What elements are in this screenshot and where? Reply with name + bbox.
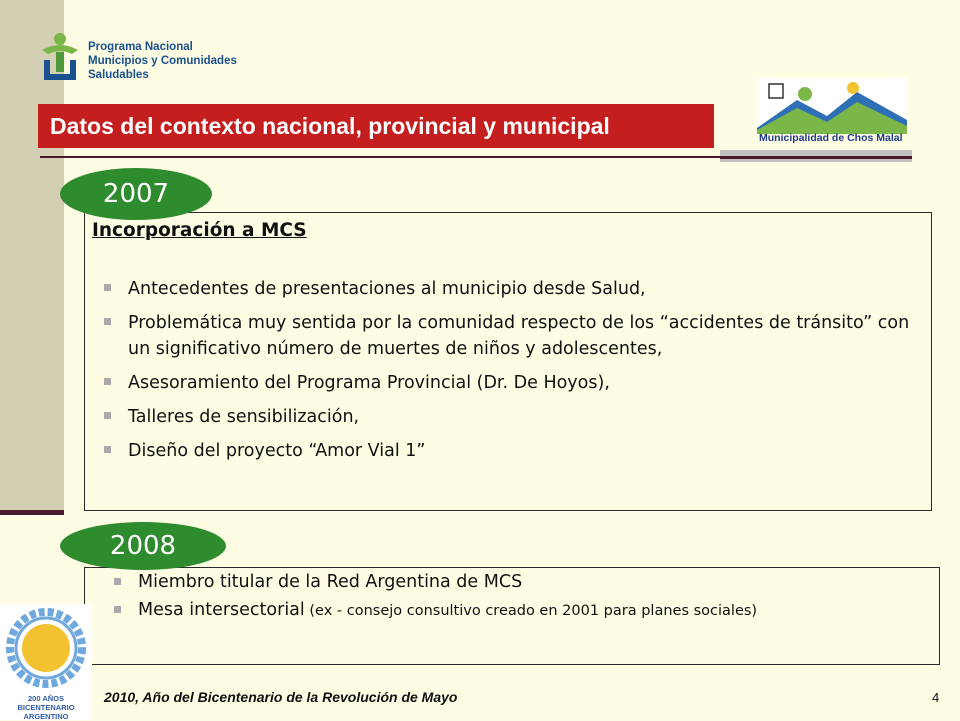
bullet-list-2007 (92, 276, 922, 472)
bicentenario-line2: BICENTENARIO (17, 703, 75, 712)
bicentenario-seal (0, 604, 92, 720)
bullet-square-icon (104, 284, 111, 291)
municipalidad-logo-text: Municipalidad de Chos Malal (759, 132, 903, 144)
bullet-square-icon (114, 606, 121, 613)
programa-logo-icon (36, 30, 84, 84)
bicentenario-line3: ARGENTINO (23, 712, 69, 721)
section-title: Datos del contexto nacional, provincial y municipal (38, 104, 714, 148)
programa-logo-text (88, 40, 298, 82)
programa-logo-line1: Programa Nacional (88, 41, 193, 53)
list-item (92, 276, 922, 302)
year-badge-2008: 2008 (60, 522, 226, 570)
bullet-square-icon (114, 578, 121, 585)
bicentenario-line1: 200 AÑOS (28, 694, 64, 703)
mesa-intersectorial-note: (ex - consejo consultivo creado en 2001 para planes sociales) (304, 603, 758, 619)
mesa-intersectorial-text: Mesa intersectorial (138, 600, 305, 620)
municipalidad-logo-icon (757, 78, 907, 134)
bicentenario-sun-icon (0, 604, 92, 694)
year-badge-2007: 2007 (60, 168, 212, 220)
list-item (92, 310, 922, 362)
left-bar-divider (0, 510, 64, 515)
bullet-square-icon (104, 318, 111, 325)
bullet-list-2008 (102, 570, 932, 627)
list-item (92, 370, 922, 396)
bullet-square-icon (104, 446, 111, 453)
heading-incorporacion: Incorporación a MCS (92, 220, 307, 241)
programa-logo-line2: Municipios y Comunidades Saludables (88, 55, 237, 81)
bullet-square-icon (104, 412, 111, 419)
list-item-text: Miembro titular de la Red Argentina de MCS (138, 572, 523, 592)
list-item-text: Diseño del proyecto “Amor Vial 1” (128, 441, 426, 461)
list-item-text: Talleres de sensibilización, (128, 407, 360, 427)
list-item (92, 404, 922, 430)
bicentenario-text (0, 694, 92, 721)
list-item-text: Antecedentes de presentaciones al municipio desde Salud, (128, 279, 646, 299)
list-item (92, 438, 922, 464)
title-underline-right (720, 157, 912, 159)
bullet-square-icon (104, 378, 111, 385)
list-item (102, 570, 932, 594)
footer-text: 2010, Año del Bicentenario de la Revolución de Mayo (104, 689, 458, 705)
list-item (102, 598, 932, 623)
page-number: 4 (932, 690, 940, 705)
municipalidad-logo (757, 78, 907, 148)
list-item-text: Asesoramiento del Programa Provincial (Dr. De Hoyos), (128, 373, 610, 393)
programa-nacional-logo (36, 30, 298, 84)
list-item-text: Problemática muy sentida por la comunidad respecto de los “accidentes de tránsito” con un significativo número de muertes de niños y adolescentes, (128, 313, 910, 359)
